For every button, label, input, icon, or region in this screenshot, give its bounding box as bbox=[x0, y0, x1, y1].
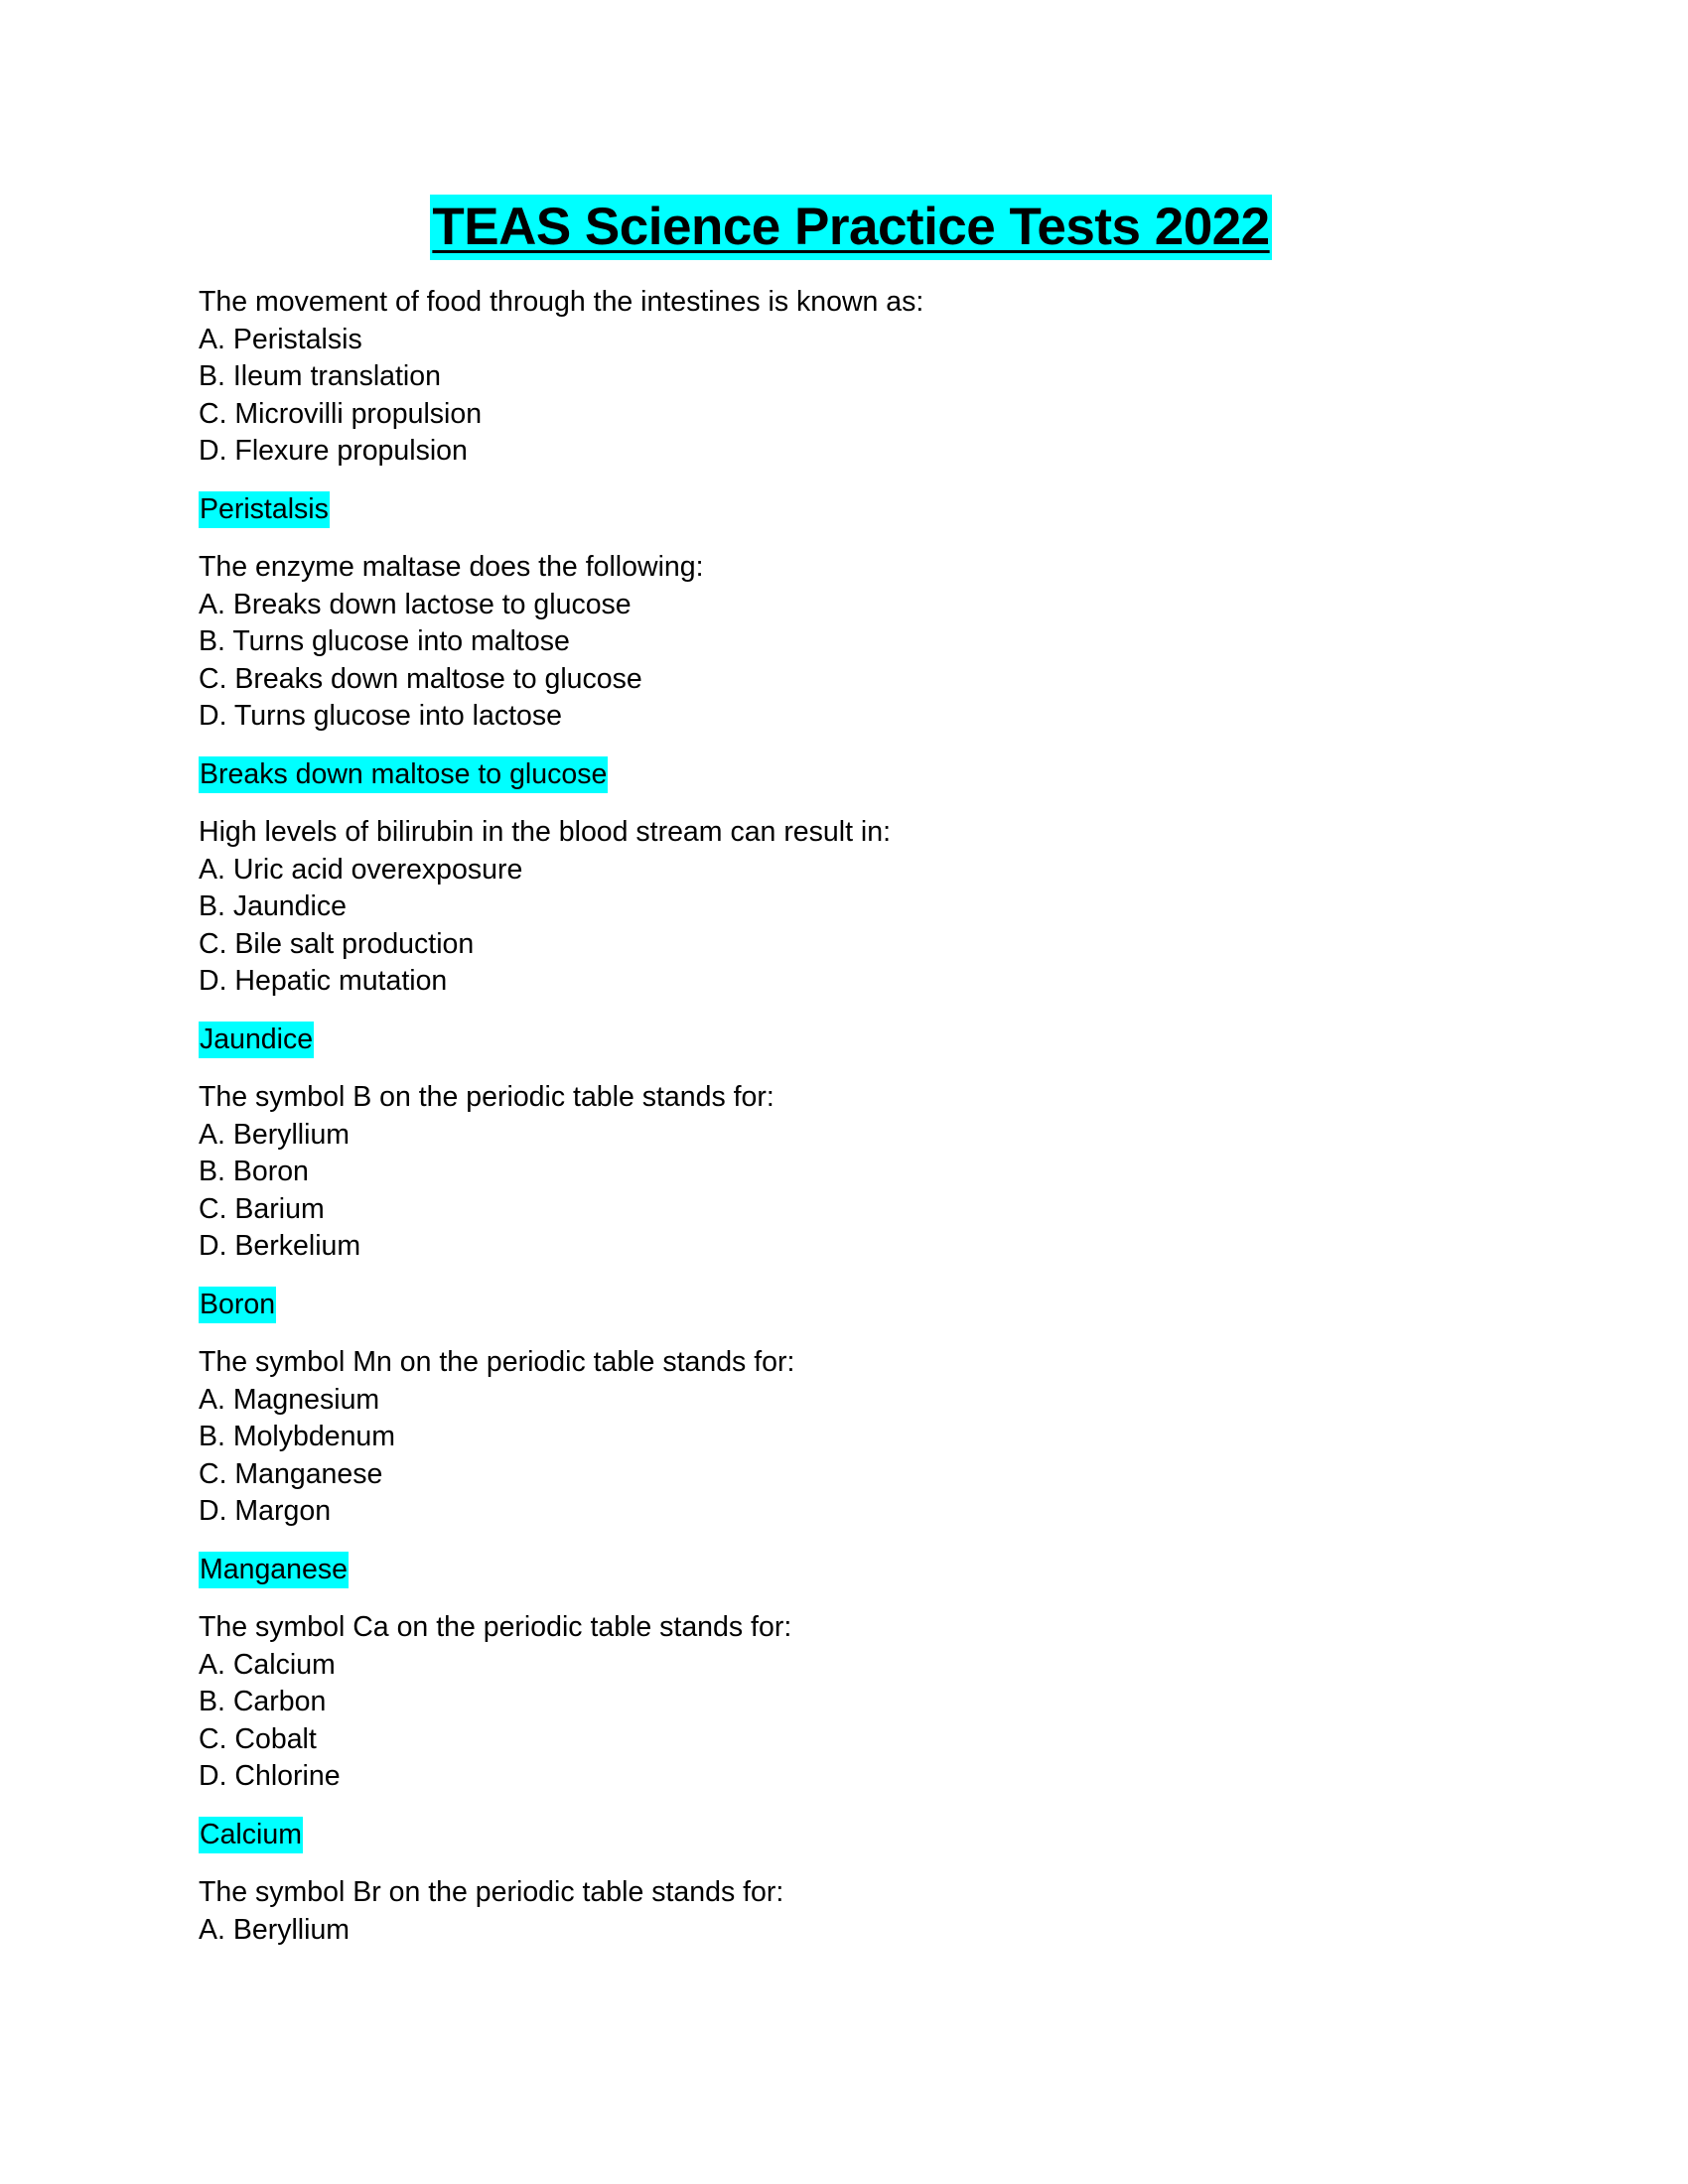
question-prompt: The enzyme maltase does the following: bbox=[199, 551, 704, 583]
option-c: C. Microvilli propulsion bbox=[199, 397, 483, 430]
answer-text: Peristalsis bbox=[199, 491, 330, 529]
question-prompt: The symbol Mn on the periodic table stands for: bbox=[199, 1346, 795, 1378]
answer-highlight bbox=[199, 756, 1489, 794]
question-prompt: The symbol B on the periodic table stands for: bbox=[199, 1081, 774, 1113]
question-prompt: The symbol Br on the periodic table stands for: bbox=[199, 1876, 784, 1908]
option-a: A. Calcium bbox=[199, 1648, 336, 1681]
question-7 bbox=[199, 1874, 1489, 1949]
title-container bbox=[0, 195, 1688, 260]
option-b: B. Molybdenum bbox=[199, 1421, 396, 1452]
option-c: C. Cobalt bbox=[199, 1722, 317, 1755]
option-a: A. Beryllium bbox=[199, 1118, 351, 1151]
answer-text: Calcium bbox=[199, 1817, 303, 1854]
option-b: B. Ileum translation bbox=[199, 360, 441, 392]
option-d: D. Hepatic mutation bbox=[199, 965, 448, 997]
option-c: C. Barium bbox=[199, 1192, 325, 1225]
question-prompt: The movement of food through the intestines is known as: bbox=[199, 286, 924, 318]
page-title: TEAS Science Practice Tests 2022 bbox=[430, 195, 1271, 260]
answer-highlight bbox=[199, 1287, 1489, 1324]
option-a: A. Magnesium bbox=[199, 1383, 380, 1416]
option-c: C. Manganese bbox=[199, 1457, 383, 1490]
option-d: D. Berkelium bbox=[199, 1230, 361, 1262]
option-b: B. Boron bbox=[199, 1156, 309, 1187]
option-b: B. Jaundice bbox=[199, 890, 347, 922]
option-d: D. Flexure propulsion bbox=[199, 435, 468, 467]
answer-text: Boron bbox=[199, 1287, 276, 1324]
question-1 bbox=[199, 284, 1489, 528]
question-2 bbox=[199, 549, 1489, 793]
option-a: A. Uric acid overexposure bbox=[199, 853, 523, 886]
answer-highlight bbox=[199, 1552, 1489, 1589]
option-b: B. Turns glucose into maltose bbox=[199, 625, 570, 657]
option-a: A. Breaks down lactose to glucose bbox=[199, 588, 632, 620]
option-c: C. Breaks down maltose to glucose bbox=[199, 662, 642, 695]
answer-highlight bbox=[199, 491, 1489, 529]
question-prompt: High levels of bilirubin in the blood stream can result in: bbox=[199, 816, 892, 848]
question-3 bbox=[199, 814, 1489, 1058]
option-a: A. Peristalsis bbox=[199, 323, 362, 355]
question-4 bbox=[199, 1079, 1489, 1323]
option-a: A. Beryllium bbox=[199, 1913, 351, 1946]
answer-text: Breaks down maltose to glucose bbox=[199, 756, 608, 794]
option-d: D. Chlorine bbox=[199, 1760, 341, 1792]
question-list bbox=[199, 284, 1489, 1949]
answer-highlight bbox=[199, 1817, 1489, 1854]
question-5 bbox=[199, 1344, 1489, 1588]
option-c: C. Bile salt production bbox=[199, 927, 475, 960]
question-6 bbox=[199, 1609, 1489, 1853]
answer-highlight bbox=[199, 1022, 1489, 1059]
option-b: B. Carbon bbox=[199, 1686, 327, 1717]
option-d: D. Turns glucose into lactose bbox=[199, 700, 562, 732]
answer-text: Manganese bbox=[199, 1552, 349, 1589]
question-prompt: The symbol Ca on the periodic table stands for: bbox=[199, 1611, 792, 1643]
option-d: D. Margon bbox=[199, 1495, 332, 1527]
answer-text: Jaundice bbox=[199, 1022, 314, 1059]
